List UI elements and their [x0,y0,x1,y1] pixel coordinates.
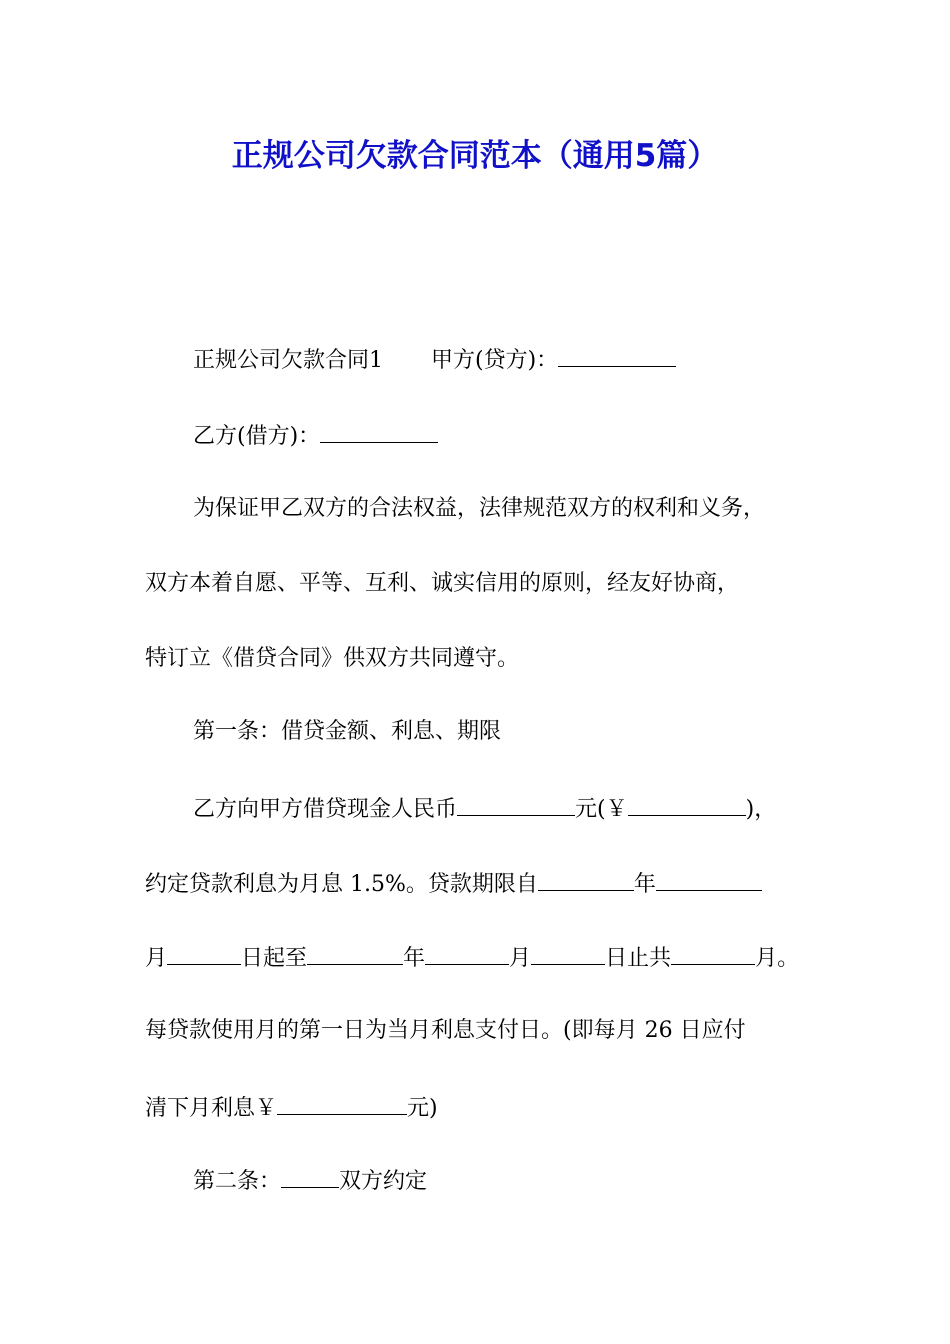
period-line [145,942,799,974]
party-a-label: 甲方(贷方)： [431,348,559,373]
text-run: )， [745,797,777,822]
monthly-interest-line [145,1092,438,1124]
total-months-blank [671,942,755,965]
end-month-blank [425,942,509,965]
loan-amount-line [193,793,776,825]
text-run: 双方约定 [339,1169,428,1194]
contract-number-label: 正规公司欠款合同1 [193,348,383,373]
party-a-blank [558,344,676,367]
text-run: 月 [509,946,532,971]
paragraph-line: 双方本着自愿、平等、互利、诚实信用的原则，经友好协商， [145,571,740,596]
paragraph-line: 为保证甲乙双方的合法权益，法律规范双方的权利和义务， [193,496,766,521]
party-b-blank [320,420,438,443]
text-run: 清下月利息￥ [145,1096,278,1121]
amount-blank [457,793,575,816]
text-run: 日止共 [605,946,672,971]
article-2-heading [193,1165,427,1197]
monthly-interest-blank [277,1092,407,1115]
document-title: 正规公司欠款合同范本（通用5篇） [231,138,719,174]
text-run: 元(￥ [575,797,628,822]
amount-figure-blank [628,793,746,816]
party-b-line [193,420,438,452]
end-day-blank [531,942,605,965]
start-year-blank [538,868,634,891]
text-run: 第二条： [193,1169,282,1194]
end-year-blank [307,942,403,965]
text-run: 日起至 [241,946,308,971]
text-run: 年 [403,946,426,971]
contract-heading-line [193,344,676,376]
party-b-label: 乙方(借方)： [193,424,321,449]
text-run: 年 [633,872,656,897]
text-run: 月。 [755,946,800,971]
text-run: 乙方向甲方借贷现金人民币 [193,797,458,822]
start-day-blank [167,942,241,965]
paragraph-line: 特订立《借贷合同》供双方共同遵守。 [145,646,520,671]
text-run: 月 [145,946,168,971]
start-month-blank [656,868,762,891]
paragraph-line: 每贷款使用月的第一日为当月利息支付日。(即每月 26 日应付 [145,1018,746,1043]
article-1-heading: 第一条：借贷金额、利息、期限 [193,719,502,744]
text-run: 约定贷款利息为月息 1.5%。贷款期限自 [145,872,538,897]
interest-line [145,868,762,900]
article-2-blank [281,1165,339,1188]
text-run: 元) [407,1096,438,1121]
